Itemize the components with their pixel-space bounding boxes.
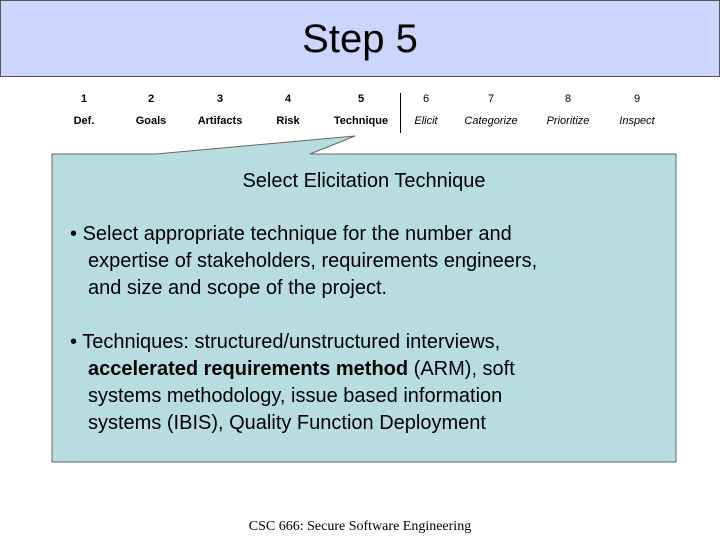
bold-term: accelerated requirements method xyxy=(88,358,409,380)
bullet-technique-selection xyxy=(70,221,660,302)
step-number: 8 xyxy=(564,93,572,105)
step-number: 4 xyxy=(284,93,292,105)
bullet-techniques-list xyxy=(70,329,660,437)
callout-heading: Select Elicitation Technique xyxy=(242,170,486,192)
step-number: 5 xyxy=(357,93,365,105)
step-label: Risk xyxy=(276,115,300,127)
step-number: 3 xyxy=(216,93,224,105)
bullet-text: expertise of stakeholders, requirements engineers, xyxy=(88,250,538,272)
slide-footer: CSC 666: Secure Software Engineering xyxy=(248,519,472,534)
bullet-text: systems methodology, issue based information xyxy=(88,385,503,407)
bullet-marker: • xyxy=(70,223,78,245)
step-number: 6 xyxy=(422,93,430,105)
bullet-text: (ARM), soft xyxy=(408,358,515,380)
bullet-marker: • xyxy=(70,331,78,353)
step-label: Elicit xyxy=(414,115,438,127)
step-number: 9 xyxy=(633,93,641,105)
callout-box xyxy=(52,154,676,462)
bullet-text: and size and scope of the project. xyxy=(88,277,388,299)
slide-title: Step 5 xyxy=(302,17,418,61)
step-label: Inspect xyxy=(619,115,655,127)
step-number: 2 xyxy=(147,93,155,105)
step-label: Def. xyxy=(73,115,95,127)
step-label: Prioritize xyxy=(546,115,590,127)
step-label: Technique xyxy=(333,115,389,127)
bullet-text: Techniques: structured/unstructured interviews, xyxy=(82,331,501,353)
bullet-text: systems (IBIS), Quality Function Deployment xyxy=(88,412,486,434)
bullet-text: Select appropriate technique for the number and xyxy=(82,223,512,245)
step-label: Categorize xyxy=(464,115,518,127)
step-label: Artifacts xyxy=(197,115,243,127)
step-number: 7 xyxy=(487,93,495,105)
step-number: 1 xyxy=(80,93,88,105)
step-label: Goals xyxy=(135,115,167,127)
